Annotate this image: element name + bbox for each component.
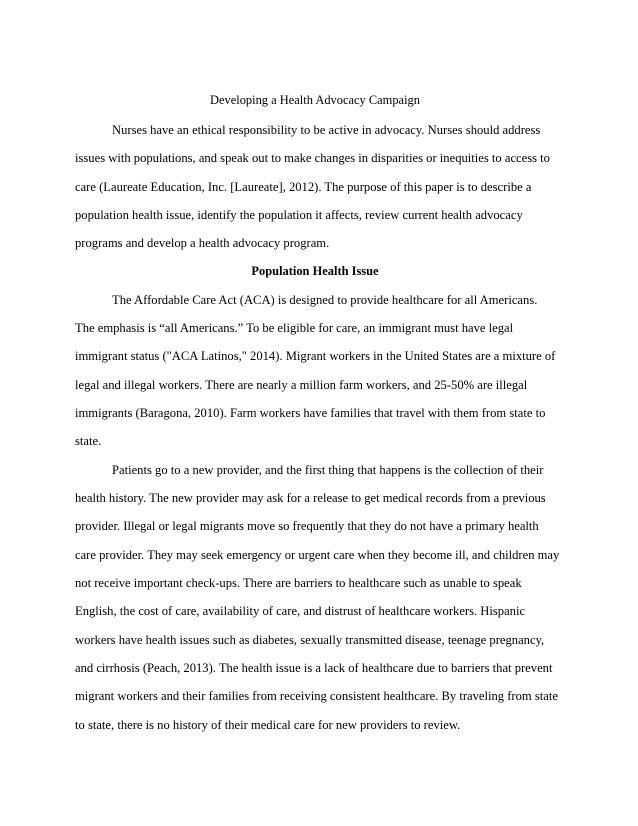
paragraph-line: Patients go to a new provider, and the first thing that happens is the collection of their [112, 463, 544, 477]
paragraph-line: legal and illegal workers. There are nearly a million farm workers, and 25-50% are illegal [75, 378, 528, 392]
paragraph-line: English, the cost of care, availability of care, and distrust of healthcare workers. Hispanic [75, 604, 526, 618]
intro-line: issues with populations, and speak out to make changes in disparities or inequities to access to [75, 151, 550, 165]
paragraph-line: to state, there is no history of their medical care for new providers to review. [75, 718, 461, 732]
paragraph-line: not receive important check-ups. There are barriers to healthcare such as unable to speak [75, 576, 522, 590]
section-heading: Population Health Issue [251, 264, 379, 278]
paragraph-line: The emphasis is “all Americans.” To be eligible for care, an immigrant must have legal [75, 321, 514, 335]
paragraph-line: and cirrhosis (Peach, 2013). The health issue is a lack of healthcare due to barriers that prevent [75, 661, 553, 675]
paragraph-line: workers have health issues such as diabetes, sexually transmitted disease, teenage pregnancy, [75, 633, 545, 647]
document-title: Developing a Health Advocacy Campaign [210, 93, 420, 107]
paragraph-line: The Affordable Care Act (ACA) is designed to provide healthcare for all Americans. [112, 293, 538, 307]
intro-line: Nurses have an ethical responsibility to be active in advocacy. Nurses should address [112, 123, 541, 137]
paragraph-line: health history. The new provider may ask for a release to get medical records from a previous [75, 491, 546, 505]
paragraph-line: care provider. They may seek emergency or urgent care when they become ill, and children may [75, 548, 560, 562]
paragraph-line: state. [75, 434, 102, 448]
intro-line: care (Laureate Education, Inc. [Laureate], 2012). The purpose of this paper is to describe a [75, 180, 532, 194]
intro-line: population health issue, identify the population it affects, review current health advocacy [75, 208, 523, 222]
paragraph-line: immigrant status ("ACA Latinos," 2014). Migrant workers in the United States are a mixture of [75, 349, 556, 363]
intro-line: programs and develop a health advocacy program. [75, 236, 330, 250]
paragraph-line: provider. Illegal or legal migrants move so frequently that they do not have a primary health [75, 519, 539, 533]
paragraph-line: migrant workers and their families from receiving consistent healthcare. By traveling from state [75, 689, 558, 703]
paragraph-line: immigrants (Baragona, 2010). Farm workers have families that travel with them from state to [75, 406, 546, 420]
